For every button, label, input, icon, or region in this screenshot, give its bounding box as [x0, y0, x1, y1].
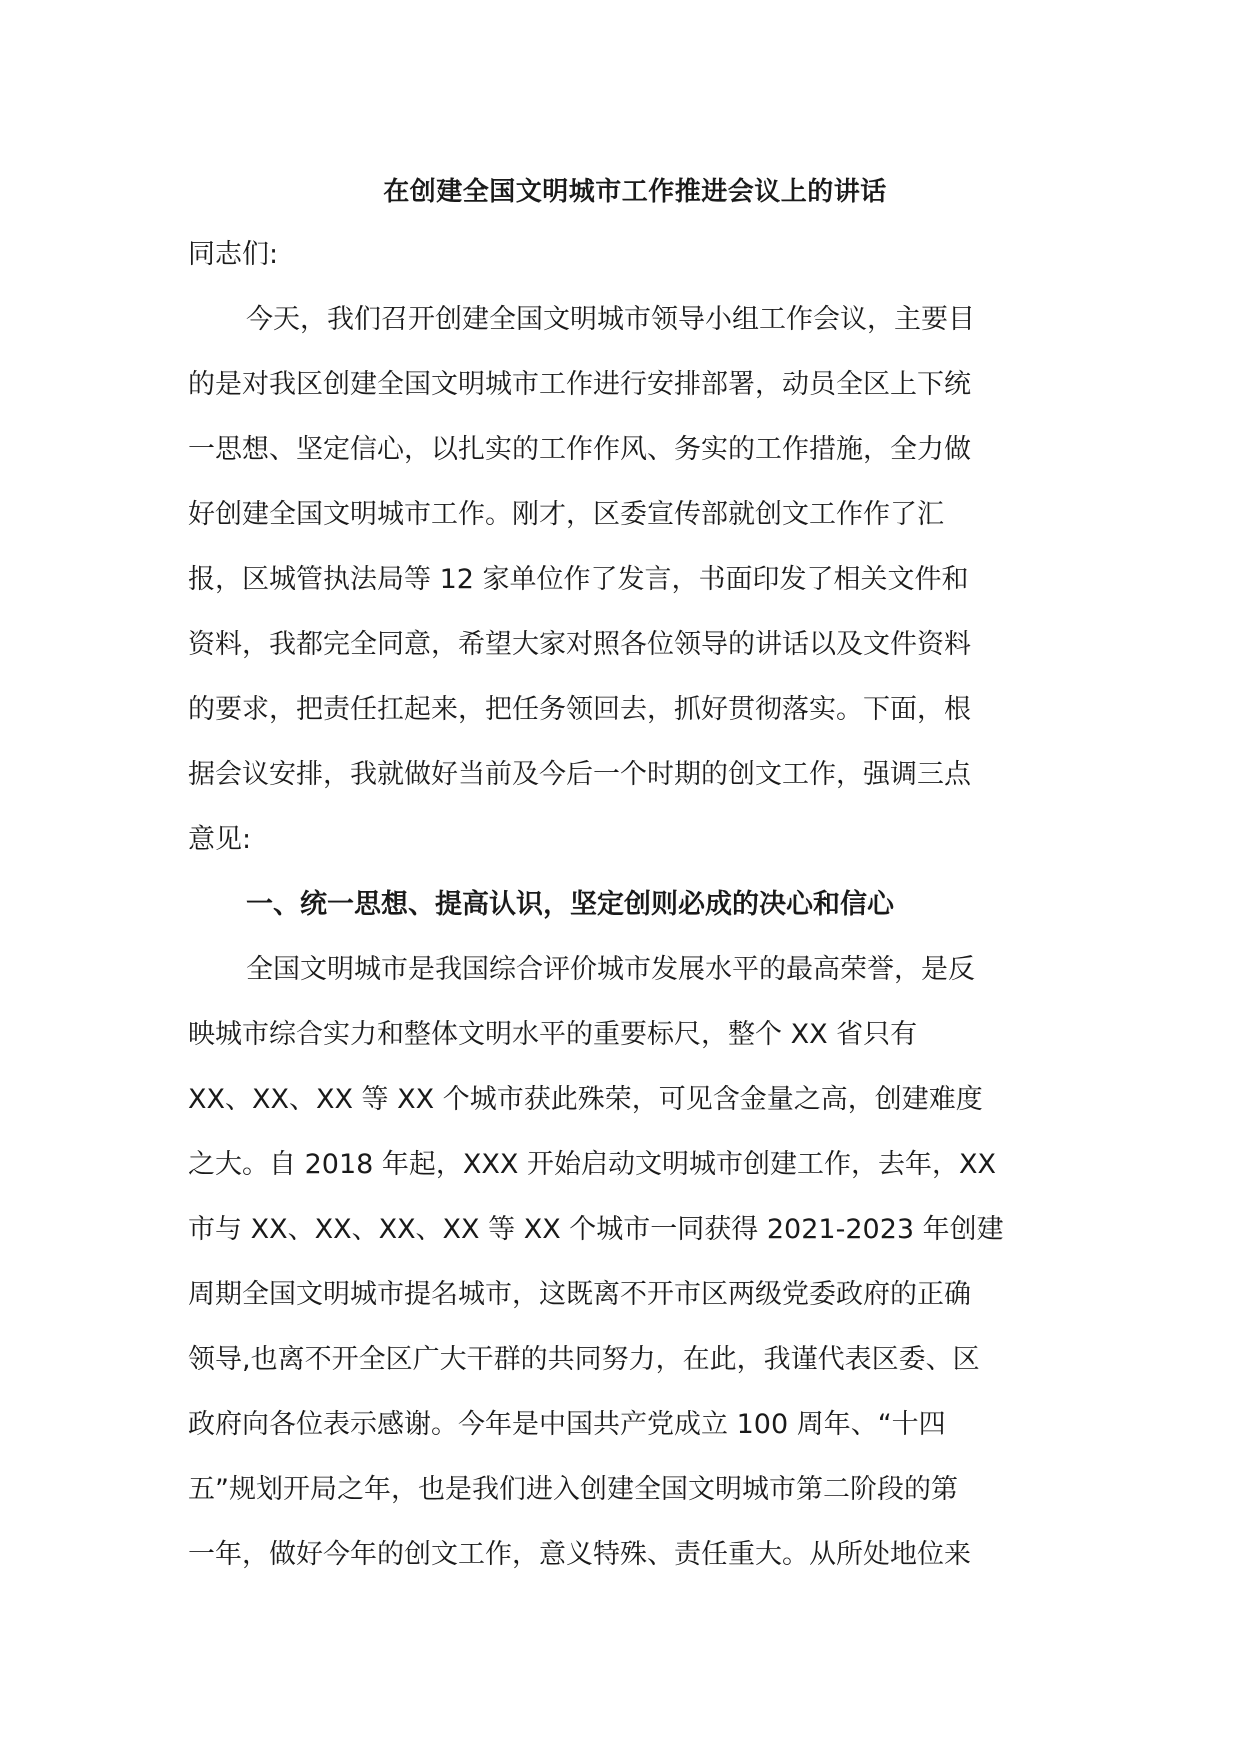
body-text-line: 全国文明城市是我国综合评价城市发展水平的最高荣誉，是反: [246, 954, 975, 985]
body-text-line: 映城市综合实力和整体文明水平的重要标尺，整个 XX 省只有: [188, 1019, 918, 1050]
body-text-line: 周期全国文明城市提名城市，这既离不开市区两级党委政府的正确: [188, 1279, 971, 1310]
body-text-line: 之大。自 2018 年起，XXX 开始启动文明城市创建工作，去年，XX: [188, 1149, 996, 1180]
body-text-line: 政府向各位表示感谢。今年是中国共产党成立 100 周年、“十四: [188, 1409, 946, 1440]
section-heading: 一、统一思想、提高认识，坚定创则必成的决心和信心: [246, 889, 894, 920]
body-text-line: 今天，我们召开创建全国文明城市领导小组工作会议，主要目: [246, 304, 975, 335]
body-text-line: 同志们:: [188, 239, 279, 270]
body-text-line: 一年，做好今年的创文工作，意义特殊、责任重大。从所处地位来: [188, 1539, 971, 1570]
body-text-line: 的要求，把责任扛起来，把任务领回去，抓好贯彻落实。下面，根: [188, 694, 971, 725]
body-text-line: 据会议安排，我就做好当前及今后一个时期的创文工作，强调三点: [188, 759, 971, 790]
body-text-line: 一思想、坚定信心，以扎实的工作作风、务实的工作措施，全力做: [188, 434, 971, 465]
body-text-line: 意见:: [188, 824, 252, 855]
body-text-line: 市与 XX、XX、XX、XX 等 XX 个城市一同获得 2021-2023 年创建: [188, 1214, 1004, 1245]
document-page: [188, 172, 1058, 1587]
body-text-line: 五”规划开局之年，也是我们进入创建全国文明城市第二阶段的第: [188, 1474, 958, 1505]
body-text-line: 领导,也离不开全区广大干群的共同努力，在此，我谨代表区委、区: [188, 1344, 980, 1375]
document-body: [188, 222, 1058, 1587]
body-text-line: 好创建全国文明城市工作。刚才，区委宣传部就创文工作作了汇: [188, 499, 944, 530]
body-text-line: 资料，我都完全同意，希望大家对照各位领导的讲话以及文件资料: [188, 629, 971, 660]
body-text-line: 的是对我区创建全国文明城市工作进行安排部署，动员全区上下统: [188, 369, 971, 400]
body-text-line: XX、XX、XX 等 XX 个城市获此殊荣，可见含金量之高，创建难度: [188, 1084, 983, 1115]
body-text-line: 报，区城管执法局等 12 家单位作了发言，书面印发了相关文件和: [188, 564, 969, 595]
document-title: 在创建全国文明城市工作推进会议上的讲话: [383, 177, 887, 207]
